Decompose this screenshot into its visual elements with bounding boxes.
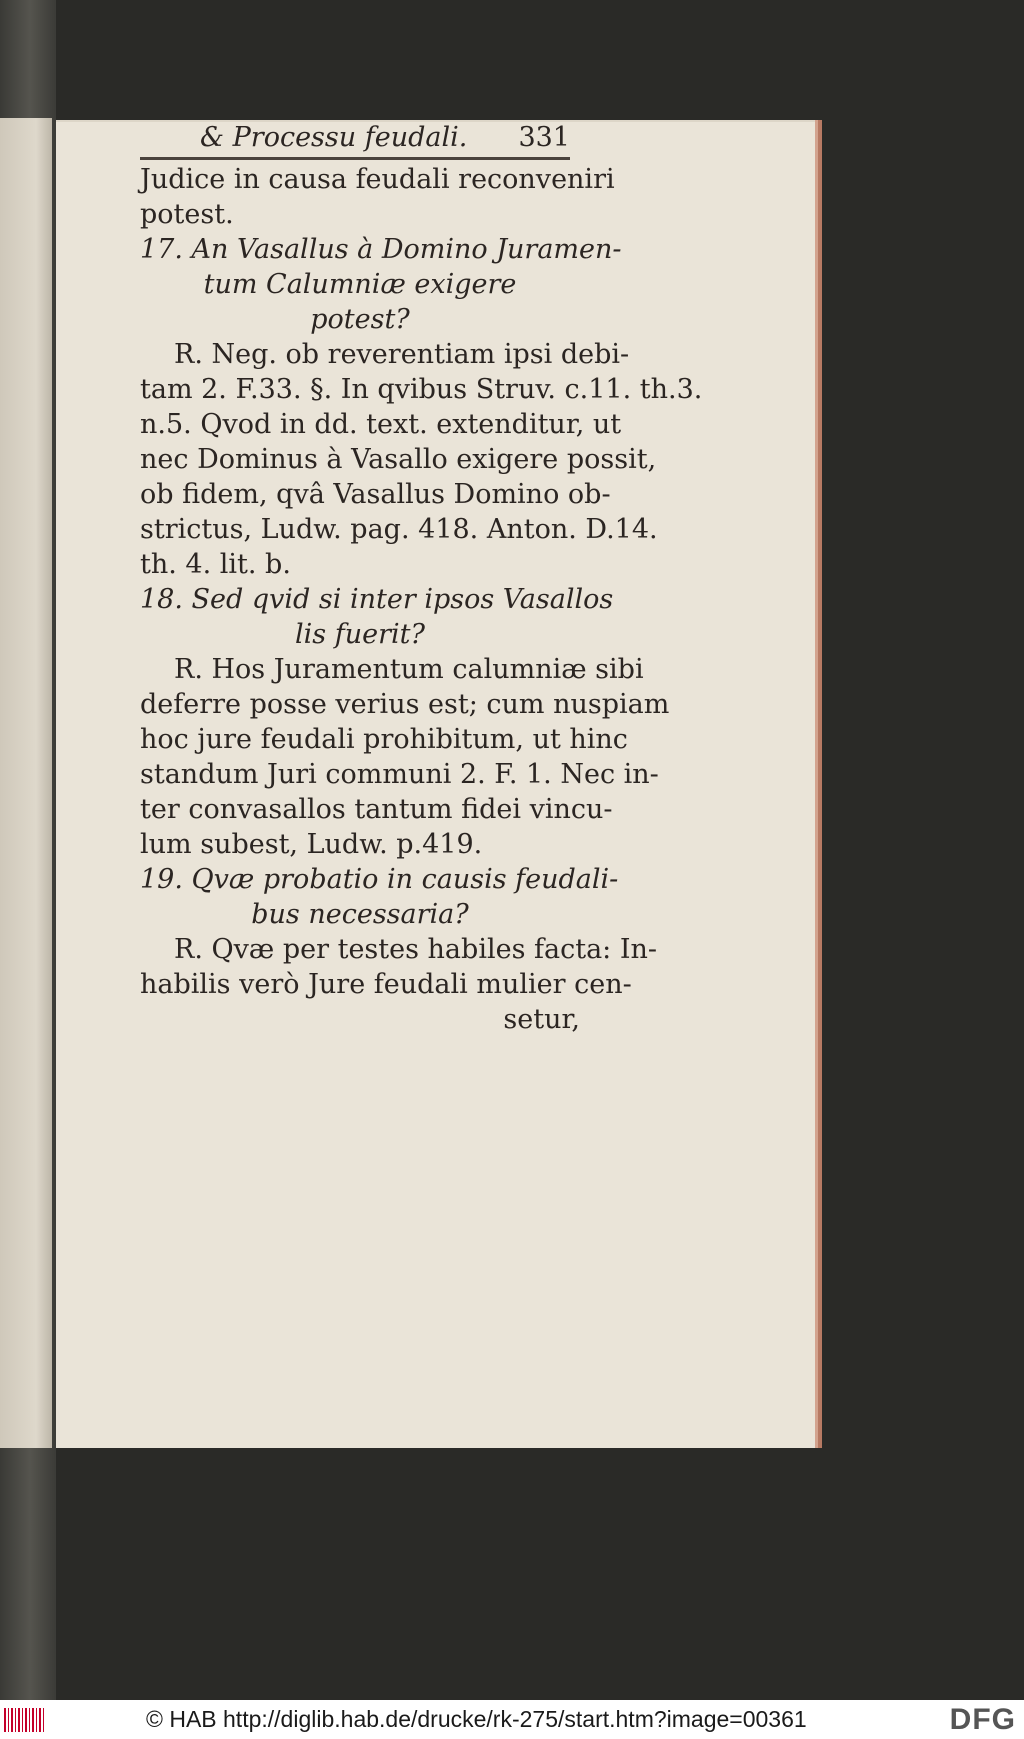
text-line: tum Calumniæ exigere bbox=[203, 269, 517, 300]
text-line: hoc jure feudali prohibitum, ut hinc bbox=[140, 724, 628, 755]
text-line: Judice in causa feudali reconveniri bbox=[140, 164, 615, 195]
page-number: 331 bbox=[518, 122, 570, 153]
text-line: potest. bbox=[140, 199, 234, 230]
page-body-text bbox=[140, 162, 703, 1037]
running-head: & Processu feudali. bbox=[200, 122, 468, 153]
copyright-notice[interactable]: © HAB http://diglib.hab.de/drucke/rk-275/start.htm?image=00361 bbox=[146, 1706, 807, 1732]
text-line: habilis verò Jure feudali mulier cen- bbox=[140, 969, 632, 1000]
text-line: R. Hos Juramentum calumniæ sibi bbox=[174, 654, 644, 685]
text-line: n.5. Qvod in dd. text. extenditur, ut bbox=[140, 409, 622, 440]
text-line: ter convasallos tantum fidei vincu- bbox=[140, 794, 613, 825]
text-line: 17. An Vasallus à Domino Juramen- bbox=[140, 234, 622, 265]
text-line: strictus, Ludw. pag. 418. Anton. D.14. bbox=[140, 514, 658, 545]
text-line: potest? bbox=[310, 304, 410, 335]
text-line: 18. Sed qvid si inter ipsos Vasallos bbox=[140, 584, 614, 615]
previous-page-edge bbox=[0, 118, 52, 1448]
text-line: R. Neg. ob reverentiam ipsi debi- bbox=[174, 339, 630, 370]
text-line: setur, bbox=[503, 1004, 580, 1035]
text-line: lum subest, Ludw. p.419. bbox=[140, 829, 483, 860]
text-line: tam 2. F.33. §. In qvibus Struv. c.11. th.3. bbox=[140, 374, 703, 405]
text-line: standum Juri communi 2. F. 1. Nec in- bbox=[140, 759, 659, 790]
barcode-icon bbox=[4, 1708, 46, 1732]
text-line: 19. Qvæ probatio in causis feudali- bbox=[140, 864, 619, 895]
page-header bbox=[140, 118, 570, 158]
text-line: bus necessaria? bbox=[251, 899, 469, 930]
text-line: th. 4. lit. b. bbox=[140, 549, 291, 580]
header-rule bbox=[140, 157, 570, 160]
text-line: nec Dominus à Vasallo exigere possit, bbox=[140, 444, 657, 475]
text-line: ob fidem, qvâ Vasallus Domino ob- bbox=[140, 479, 611, 510]
text-line: deferre posse verius est; cum nuspiam bbox=[140, 689, 670, 720]
text-line: lis fuerit? bbox=[295, 619, 425, 650]
dfg-logo: DFG bbox=[949, 1703, 1016, 1736]
footer-bar bbox=[0, 1700, 1024, 1739]
text-line: R. Qvæ per testes habiles facta: In- bbox=[174, 934, 658, 965]
